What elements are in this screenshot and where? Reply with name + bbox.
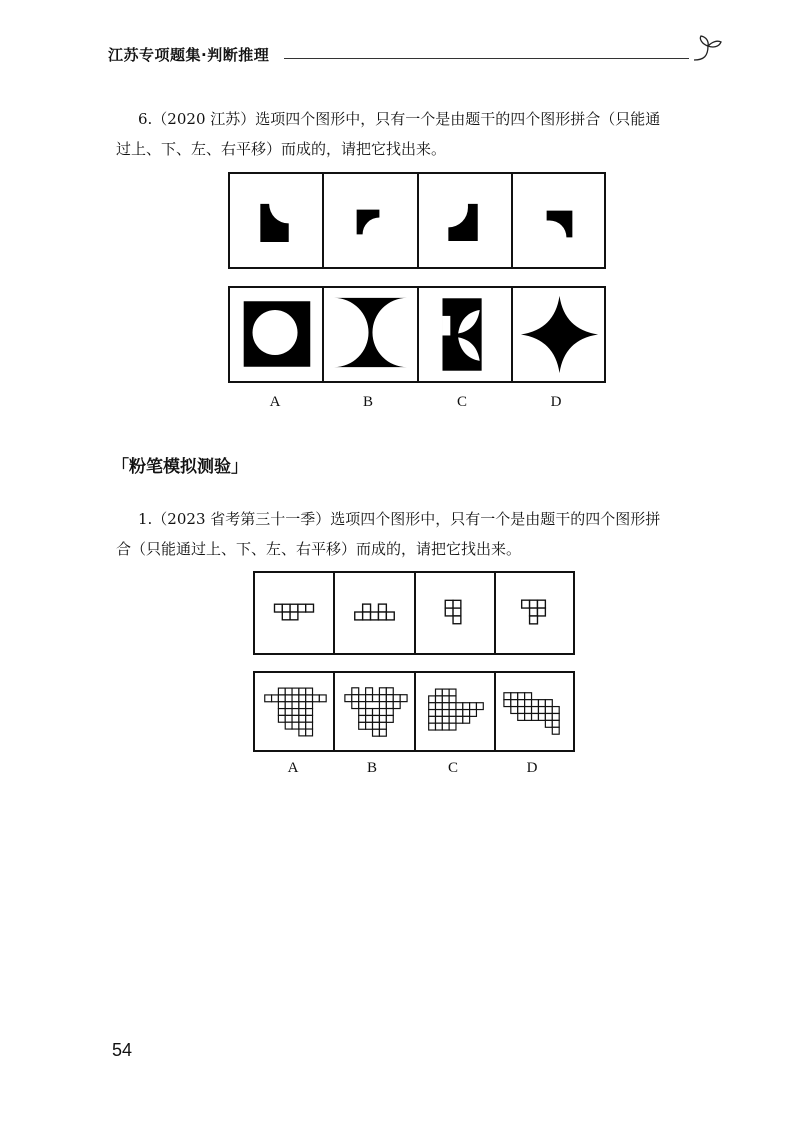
q6-stem-row bbox=[228, 172, 606, 269]
question-6-text bbox=[116, 104, 728, 164]
q1-label-a: A bbox=[287, 760, 299, 776]
question-6-line1: 6.（2020 江苏）选项四个图形中，只有一个是由题干的四个图形拼合（只能通 bbox=[138, 110, 661, 128]
q1-stem-2 bbox=[335, 573, 416, 653]
question-1-line2: 合（只能通过上、下、左、右平移）而成的，请把它找出来。 bbox=[116, 540, 522, 558]
q1-option-a[interactable] bbox=[255, 673, 335, 750]
sprout-icon bbox=[690, 34, 726, 64]
q1-stem-1 bbox=[255, 573, 335, 653]
q6-option-a[interactable] bbox=[230, 288, 324, 381]
q1-label-d: D bbox=[526, 760, 538, 776]
page-number: 54 bbox=[112, 1040, 133, 1060]
q1-option-b[interactable] bbox=[335, 673, 416, 750]
question-1-line1: 1.（2023 省考第三十一季）选项四个图形中，只有一个是由题干的四个图形拼 bbox=[138, 510, 661, 528]
q1-option-c[interactable] bbox=[416, 673, 496, 750]
section-title: 「粉笔模拟测验」 bbox=[112, 457, 248, 477]
q1-stem-4 bbox=[496, 573, 575, 653]
header-rule bbox=[284, 58, 689, 59]
q1-label-b: B bbox=[366, 760, 377, 776]
q1-stem-row bbox=[253, 571, 575, 655]
q1-option-row bbox=[253, 671, 575, 752]
q6-label-c: C bbox=[456, 394, 467, 410]
q6-label-d: D bbox=[550, 394, 562, 410]
q6-label-b: B bbox=[362, 394, 373, 410]
q6-stem-1 bbox=[230, 174, 324, 267]
q6-option-b[interactable] bbox=[324, 288, 419, 381]
q6-option-row bbox=[228, 286, 606, 383]
running-header-title: 江苏专项题集·判断推理 bbox=[108, 46, 270, 64]
q6-option-d[interactable] bbox=[513, 288, 606, 381]
q6-label-a: A bbox=[269, 394, 281, 410]
q1-option-d[interactable] bbox=[496, 673, 575, 750]
q1-stem-3 bbox=[416, 573, 496, 653]
q6-stem-3 bbox=[419, 174, 513, 267]
question-6-line2: 过上、下、左、右平移）而成的，请把它找出来。 bbox=[116, 140, 447, 158]
q6-option-c[interactable] bbox=[419, 288, 513, 381]
q6-stem-4 bbox=[513, 174, 606, 267]
q6-stem-2 bbox=[324, 174, 419, 267]
q1-label-c: C bbox=[447, 760, 458, 776]
question-1-text bbox=[116, 504, 728, 564]
